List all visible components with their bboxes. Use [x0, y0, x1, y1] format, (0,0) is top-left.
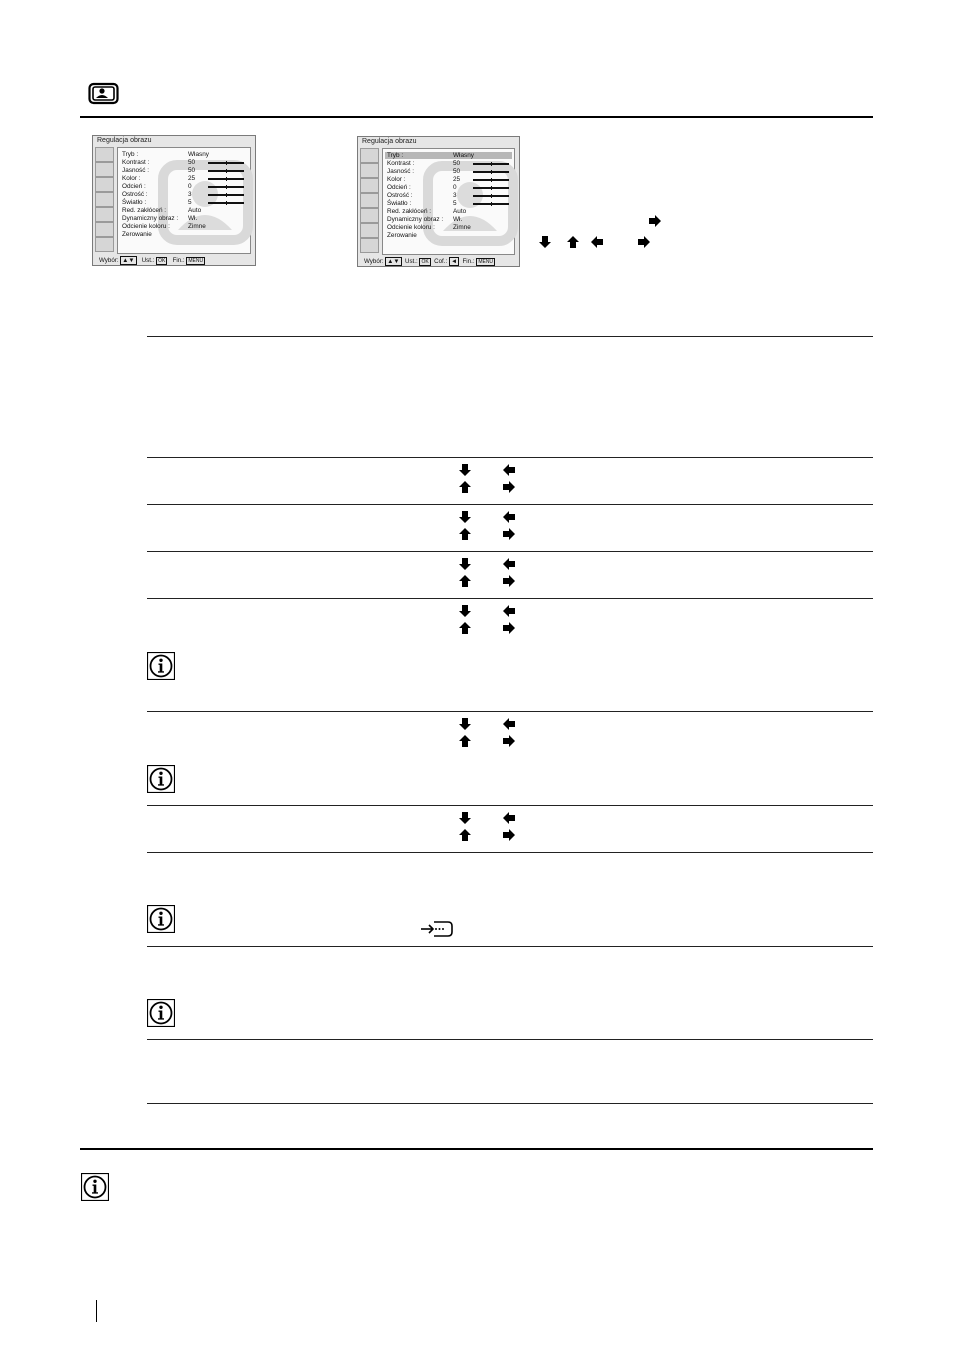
menu-row-value: 50	[453, 168, 461, 175]
menu-row-value: Zimne	[453, 224, 471, 231]
arrow-down-icon	[458, 510, 472, 524]
page-number-bar	[96, 1300, 97, 1322]
menu-screenshot-left	[92, 135, 256, 266]
table-rule	[147, 551, 873, 552]
arrow-left-icon	[502, 811, 516, 825]
arrow-right-icon	[502, 621, 516, 635]
table-rule	[147, 598, 873, 599]
menu-row-highlight	[385, 152, 512, 159]
info-icon	[147, 905, 175, 933]
menu-row-label: Jasność :	[387, 168, 414, 175]
menu-row-value: Wł.	[188, 215, 198, 222]
table-rule	[147, 805, 873, 806]
menu-row-label: Dynamiczny obraz :	[387, 216, 444, 223]
slider-marker	[491, 162, 492, 166]
table-rule	[147, 711, 873, 712]
slider-marker	[226, 161, 227, 165]
arrow-right-icon	[502, 574, 516, 588]
arrow-right-icon	[502, 734, 516, 748]
table-rule	[147, 504, 873, 505]
menu-row-label: Światło :	[122, 199, 147, 206]
table-rule	[147, 457, 873, 458]
menu-row-label: Zerowanie	[122, 231, 152, 238]
arrow-right-icon	[502, 480, 516, 494]
menu-row-label: Odcienie koloru :	[387, 224, 435, 231]
slider-marker	[226, 177, 227, 181]
arrow-left-icon	[502, 717, 516, 731]
menu-row-value: 50	[188, 159, 196, 166]
menu-row-value: 5	[453, 200, 457, 207]
arrow-up-icon	[458, 734, 472, 748]
menu-row-value: 3	[188, 191, 192, 198]
menu-footer	[364, 258, 495, 265]
slider-marker	[491, 178, 492, 182]
arrow-down-icon	[458, 604, 472, 618]
table-rule	[147, 336, 873, 337]
empty-tab	[95, 222, 114, 237]
menu-row-value: Auto	[453, 208, 467, 215]
sound-tab-icon	[95, 162, 114, 177]
menu-row-value: 25	[188, 175, 196, 182]
left-key-icon: ◄	[450, 258, 458, 265]
table-rule	[147, 852, 873, 853]
menu-row-label: Red. zakłóceń :	[122, 207, 167, 214]
arrow-down-icon	[458, 463, 472, 477]
menu-row-label: Ostrość :	[387, 192, 413, 199]
picture-menu-icon	[88, 82, 120, 106]
menu-row-label: Tryb :	[387, 152, 404, 159]
arrow-right-icon	[648, 214, 662, 228]
menu-key-icon: MENU	[188, 258, 204, 264]
menu-row-value: Wł.	[453, 216, 463, 223]
menu-title: Regulacja obrazu	[362, 138, 417, 145]
menu-row-label: Jasność :	[122, 167, 149, 174]
menu-row-value: Własny	[453, 152, 474, 159]
arrow-down-icon	[458, 811, 472, 825]
arrow-right-icon	[502, 828, 516, 842]
empty-tab	[360, 238, 379, 253]
slider-marker	[491, 186, 492, 190]
menu-row-label: Zerowanie	[387, 232, 417, 239]
timer-tab-icon	[360, 178, 379, 193]
info-icon	[147, 765, 175, 793]
input-select-icon	[420, 919, 454, 939]
footer-end-label: Fin.:	[172, 257, 185, 264]
picture-tab-icon	[360, 148, 379, 163]
arrow-left-icon	[502, 557, 516, 571]
menu-row-value: 25	[453, 176, 461, 183]
picture-tab-icon	[95, 147, 114, 162]
slider-marker	[491, 170, 492, 174]
menu-row-value: Auto	[188, 207, 202, 214]
menu-row-label: Red. zakłóceń :	[387, 208, 432, 215]
arrow-down-icon	[458, 557, 472, 571]
menu-row-label: Ostrość :	[122, 191, 148, 198]
arrow-left-icon	[502, 604, 516, 618]
menu-row-label: Kontrast :	[387, 160, 415, 167]
table-rule	[147, 1039, 873, 1040]
menu-key-icon: MENU	[478, 259, 494, 265]
menu-screenshot-right	[357, 136, 520, 267]
menu-row-label: Kolor :	[387, 176, 406, 183]
slider-marker	[226, 193, 227, 197]
timer-tab-icon	[95, 177, 114, 192]
menu-row-label: Dynamiczny obraz :	[122, 215, 179, 222]
menu-row-value: 0	[453, 184, 457, 191]
arrow-left-icon	[502, 510, 516, 524]
menu-row-label: Kontrast :	[122, 159, 150, 166]
menu-row-label: Tryb :	[122, 151, 139, 158]
slider-marker	[226, 201, 227, 205]
options-tab-icon	[360, 208, 379, 223]
menu-row-value: 0	[188, 183, 192, 190]
footer-ok-label: Ust.:	[404, 258, 418, 265]
updown-key-icon: ▲▼	[387, 258, 400, 265]
menu-row-value: 5	[188, 199, 192, 206]
menu-row-value: 3	[453, 192, 457, 199]
menu-row-value: 50	[453, 160, 461, 167]
updown-key-icon: ▲▼	[122, 257, 135, 264]
arrow-down-icon	[538, 235, 552, 249]
setup-tab-icon	[95, 192, 114, 207]
menu-row-label: Odcienie koloru :	[122, 223, 170, 230]
ok-key-icon: OK	[158, 258, 166, 264]
arrow-left-icon	[590, 235, 604, 249]
arrow-up-icon	[458, 828, 472, 842]
empty-tab	[95, 237, 114, 252]
menu-row-value: Własny	[188, 151, 209, 158]
sound-tab-icon	[360, 163, 379, 178]
menu-panel	[117, 147, 251, 254]
arrow-down-icon	[458, 717, 472, 731]
menu-title: Regulacja obrazu	[97, 137, 152, 144]
slider-marker	[226, 169, 227, 173]
arrow-up-icon	[458, 621, 472, 635]
slider-marker	[491, 202, 492, 206]
ok-key-icon: OK	[421, 259, 429, 265]
menu-panel	[382, 148, 515, 255]
table-rule	[147, 1103, 873, 1104]
menu-icon-column	[360, 148, 379, 255]
arrow-up-icon	[458, 480, 472, 494]
info-icon	[147, 999, 175, 1027]
options-tab-icon	[95, 207, 114, 222]
slider-marker	[226, 185, 227, 189]
setup-tab-icon	[360, 193, 379, 208]
section-end-rule	[80, 1148, 873, 1150]
slider-marker	[491, 194, 492, 198]
table-rule	[147, 946, 873, 947]
menu-row-value: 50	[188, 167, 196, 174]
menu-row-label: Odcień :	[387, 184, 411, 191]
menu-row-label: Światło :	[387, 200, 412, 207]
footer-back-label: Cof.:	[434, 258, 448, 265]
menu-icon-column	[95, 147, 114, 254]
header-rule	[80, 116, 873, 118]
arrow-up-icon	[458, 574, 472, 588]
footer-ok-label: Ust.:	[141, 257, 155, 264]
menu-row-value: Zimne	[188, 223, 206, 230]
info-icon	[147, 652, 175, 680]
footer-select-label: Wybór:	[364, 258, 384, 265]
footer-end-label: Fin.:	[462, 258, 475, 265]
arrow-up-icon	[458, 527, 472, 541]
menu-footer	[99, 257, 205, 264]
arrow-right-icon	[637, 235, 651, 249]
arrow-left-icon	[502, 463, 516, 477]
menu-row-label: Odcień :	[122, 183, 146, 190]
empty-tab	[360, 223, 379, 238]
info-icon	[81, 1173, 109, 1201]
footer-select-label: Wybór:	[99, 257, 119, 264]
menu-row-label: Kolor :	[122, 175, 141, 182]
arrow-up-icon	[566, 235, 580, 249]
arrow-right-icon	[502, 527, 516, 541]
